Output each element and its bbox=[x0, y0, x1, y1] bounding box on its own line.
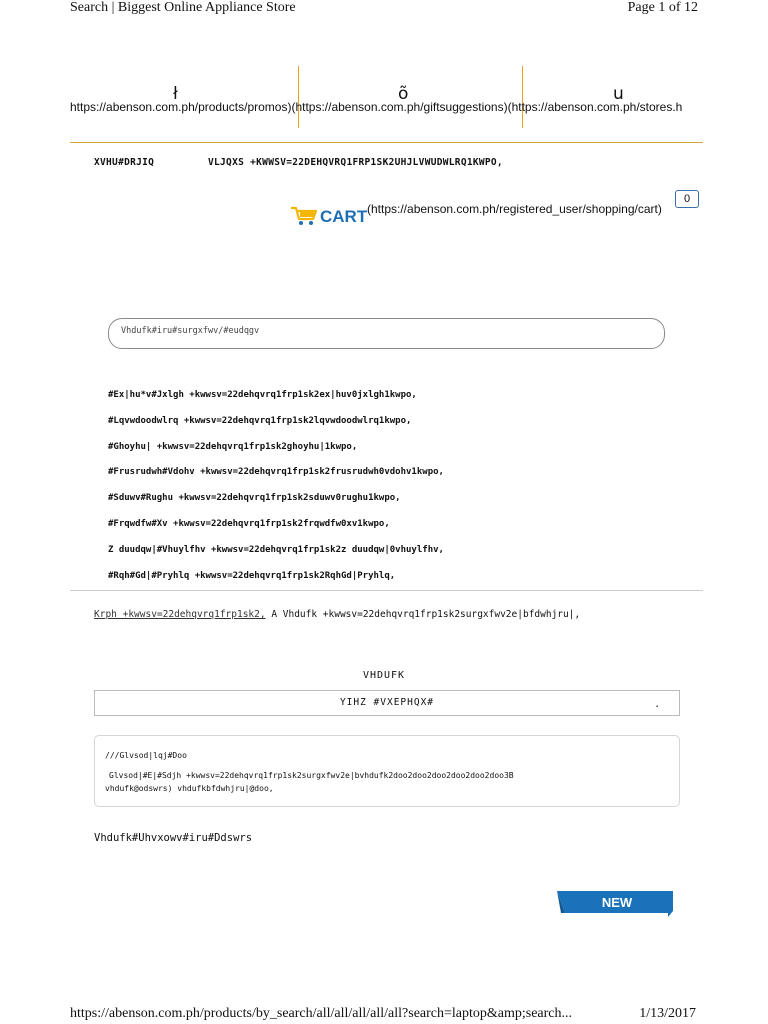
view-submenu-label: YIHZ #VXEPHQX# bbox=[339, 697, 435, 708]
menu-item-one-day-move-in[interactable]: #Rqh#Gd|#Pryhlq +kwwsv=22dehqvrq1frp1sk2RqhGd|Pryhlq, bbox=[108, 570, 396, 581]
search-placeholder: Vhdufk#iru#surgxfwv/#eudqgv bbox=[121, 326, 260, 336]
cart-count-badge[interactable]: 0 bbox=[675, 190, 699, 208]
page-footer-url: https://abenson.com.ph/products/by_search/all/all/all/all/all?search=laptop&amp;search... bbox=[70, 1006, 573, 1021]
search-results-summary: Vhdufk#Uhvxowv#iru#Ddswrs bbox=[94, 832, 253, 844]
account-link[interactable]: XVHU#DRJIQ bbox=[94, 157, 155, 168]
search-heading: VHDUFK bbox=[362, 670, 406, 681]
dropdown-indicator-icon: . bbox=[654, 699, 661, 710]
nav-menu-list bbox=[108, 390, 444, 596]
display-by-page-link-cont[interactable]: vhdufk@odswrs) vhdufkbfdwhjru|@doo, bbox=[105, 784, 274, 793]
page-footer-date: 1/13/2017 bbox=[639, 1006, 696, 1021]
breadcrumb bbox=[94, 609, 580, 620]
cart-icon[interactable] bbox=[289, 202, 368, 228]
menu-item-contact-us[interactable]: #Frqwdfw#Xv +kwwsv=22dehqvrq1frp1sk2frqwdfw0xv1kwpo, bbox=[108, 518, 390, 529]
breadcrumb-current[interactable]: A Vhdufk +kwwsv=22dehqvrq1frp1sk2surgxfwv2e|bfdwhjru|, bbox=[265, 609, 581, 620]
search-input[interactable] bbox=[108, 318, 665, 349]
divider bbox=[522, 66, 523, 128]
cart-basket-icon bbox=[291, 208, 316, 225]
menu-item-installation[interactable]: #Lqvwdoodwlrq +kwwsv=22dehqvrq1frp1sk2lqvwdoodwlrq1kwpo, bbox=[108, 415, 412, 426]
divider bbox=[298, 66, 299, 128]
menu-item-buyers-guide[interactable]: #Ex|hu*v#Jxlgh +kwwsv=22dehqvrq1frp1sk2ex|huv0jxlgh1kwpo, bbox=[108, 390, 417, 400]
new-badge-label: NEW bbox=[601, 895, 633, 910]
cart-link[interactable]: (https://abenson.com.ph/registered_user/shopping/cart) bbox=[367, 202, 662, 216]
header-divider bbox=[70, 142, 703, 143]
breadcrumb-home-link[interactable]: Krph +kwwsv=22dehqvrq1frp1sk2, bbox=[94, 609, 266, 620]
gift-icon[interactable]: õ bbox=[398, 84, 409, 104]
view-submenu-select[interactable] bbox=[94, 690, 680, 716]
section-divider bbox=[70, 590, 703, 591]
page-header-title: Search | Biggest Online Appliance Store bbox=[70, 0, 296, 15]
top-nav-links[interactable]: https://abenson.com.ph/products/promos)(https://abenson.com.ph/giftsuggestions)(https://abenson.com.ph/stores.h bbox=[70, 100, 683, 114]
store-icon[interactable]: u bbox=[613, 84, 624, 104]
page-number: Page 1 of 12 bbox=[627, 0, 698, 15]
new-badge bbox=[557, 891, 673, 917]
display-options-panel bbox=[94, 735, 680, 807]
display-all-label[interactable]: ///Glvsod|lqj#Doo bbox=[105, 751, 187, 760]
promos-icon[interactable]: ł bbox=[173, 84, 178, 104]
menu-item-warranty-services[interactable]: Z duudqw|#Vhuylfhv +kwwsv=22dehqvrq1frp1sk2z duudqw|0vhuylfhv, bbox=[108, 544, 444, 555]
cart-logo-text: CART bbox=[320, 207, 368, 226]
menu-item-delivery[interactable]: #Ghoyhu| +kwwsv=22dehqvrq1frp1sk2ghoyhu|1kwpo, bbox=[108, 441, 358, 452]
display-by-page-link[interactable]: Glvsod|#E|#Sdjh +kwwsv=22dehqvrq1frp1sk2surgxfwv2e|bvhdufk2doo2doo2doo2doo2doo2doo3B bbox=[109, 771, 514, 780]
signup-link[interactable]: VLJQXS +KWWSV=22DEHQVRQ1FRP1SK2UHJLVWUDWLRQ1KWPO, bbox=[208, 157, 503, 168]
menu-item-corporate-sales[interactable]: #Frusrudwh#Vdohv +kwwsv=22dehqvrq1frp1sk2frusrudwh0vdohv1kwpo, bbox=[108, 467, 444, 478]
menu-item-parts-order[interactable]: #Sduwv#Rughu +kwwsv=22dehqvrq1frp1sk2sduwv0rughu1kwpo, bbox=[108, 493, 401, 504]
